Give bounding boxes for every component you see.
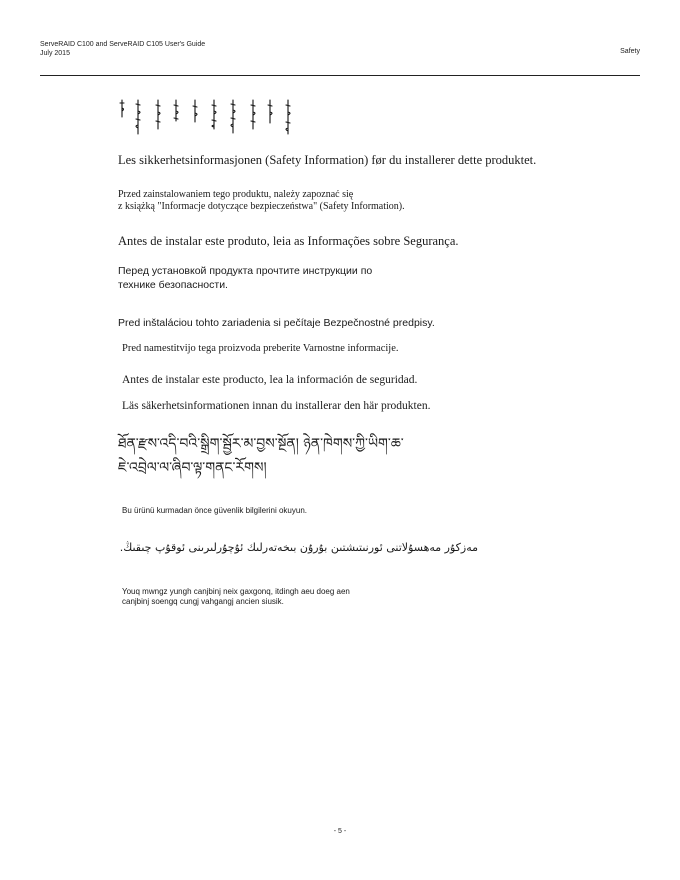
notice-swedish: Läs säkerhetsinformationen innan du installerar den här produkten.	[122, 400, 431, 412]
notice-russian	[118, 265, 538, 292]
notice-polish	[118, 189, 538, 213]
notice-spanish: Antes de instalar este producto, lea la información de seguridad.	[122, 374, 418, 386]
notice-zhuang	[122, 587, 542, 607]
notice-tibetan	[118, 432, 538, 480]
notice-norwegian: Les sikkerhetsinformasjonen (Safety Information) før du installerer dette produktet.	[118, 153, 537, 167]
notice-russian-line-2: технике безопасности.	[118, 278, 228, 291]
notice-russian-line-1: Перед установкой продукта прочтите инструкции по	[118, 265, 373, 277]
notice-zhuang-line-2: canjbinj soengq cungj vahgangj ancien siusik.	[122, 597, 284, 606]
publication-date: July 2015	[40, 50, 70, 57]
mongolian-script-notice	[118, 97, 298, 139]
notice-slovak: Pred inštaláciou tohto zariadenia si pečítaje Bezpečnostné predpisy.	[118, 317, 435, 329]
running-header	[40, 40, 205, 58]
header-rule	[40, 75, 640, 76]
notice-tibetan-line-1: ཐོན་རྫས་འདི་བའི་སྒྲིག་སྦྱོར་མ་བྱས་སྔོན། ཉེན་ཁེགས་ཀྱི་ཡིག་ཆ་	[118, 436, 404, 452]
guide-title: ServeRAID C100 and ServeRAID C105 User's Guide	[40, 41, 206, 48]
notice-uyghur: مەزكۇر مەھسۇلاتنى ئورنىتىشتىن بۇرۇن بىخەتەرلىك ئۇچۇرلىرىنى ئوقۇپ چىقىڭ.	[119, 541, 478, 554]
notice-turkish: Bu ürünü kurmadan önce güvenlik bilgilerini okuyun.	[122, 506, 307, 515]
section-name: Safety	[620, 48, 640, 55]
notice-slovenian: Pred namestitvijo tega proizvoda preberite Varnostne informacije.	[122, 343, 399, 354]
page-number: - 5 -	[333, 828, 347, 835]
notice-portuguese: Antes de instalar este produto, leia as Informações sobre Segurança.	[118, 234, 459, 248]
notice-polish-line-2: z książką "Informacje dotyczące bezpieczeństwa" (Safety Information).	[118, 201, 405, 212]
notice-zhuang-line-1: Youq mwngz yungh canjbinj neix gaxgonq, itdingh aeu doeg aen	[122, 587, 350, 596]
notice-polish-line-1: Przed zainstalowaniem tego produktu, należy zapoznać się	[118, 189, 354, 200]
notice-tibetan-line-2: ཇེ་འབྲེལ་ལ་ཞིབ་ལྟ་གནང་རོགས།	[118, 460, 267, 476]
